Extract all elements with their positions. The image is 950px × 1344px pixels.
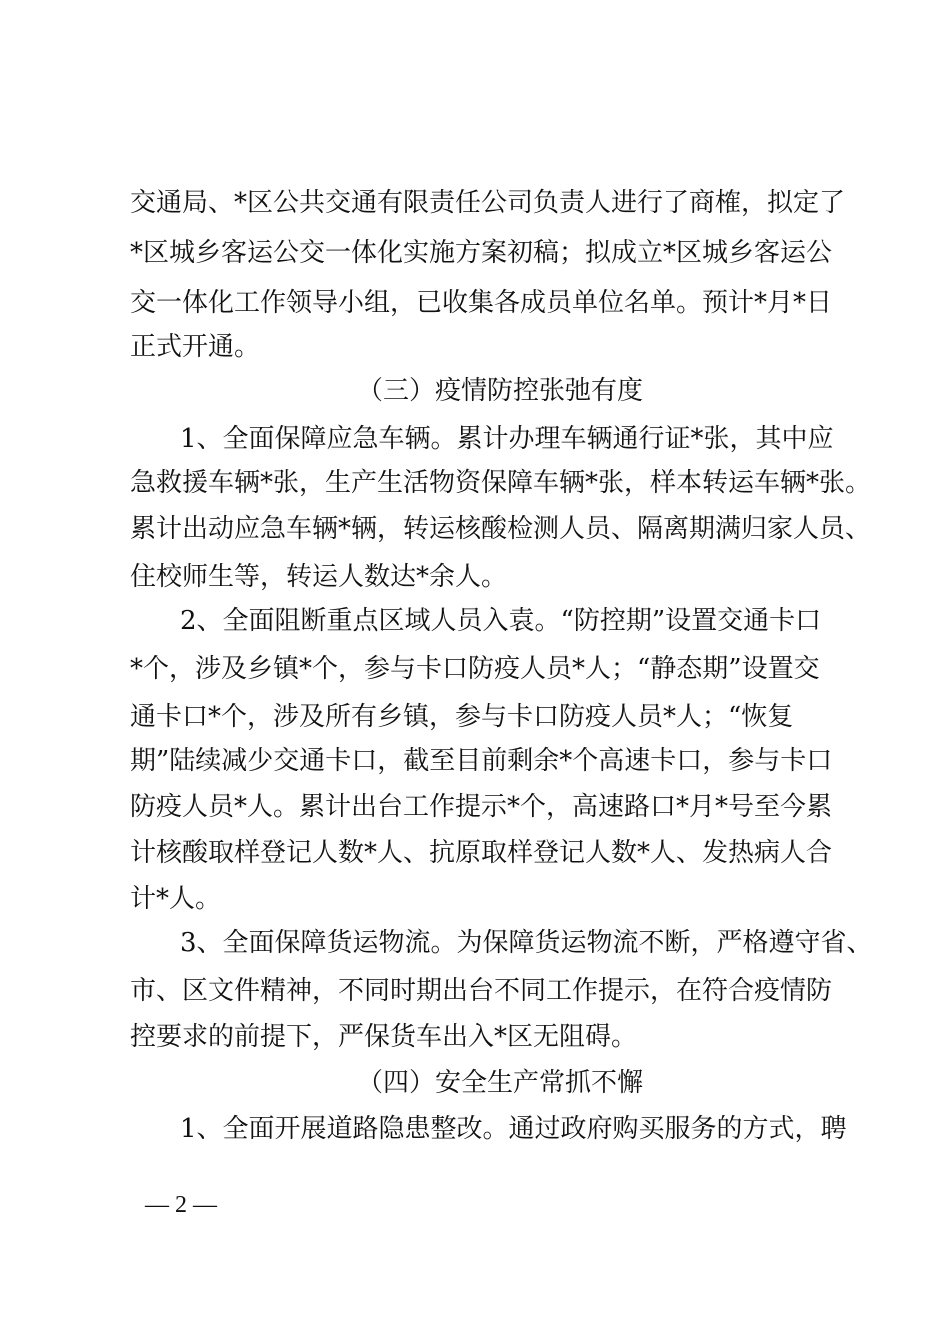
body-text-line: 交一体化工作领导小组，已收集各成员单位名单。预计*月*日 [130,288,833,318]
body-text-line: 急救援车辆*张，生产生活物资保障车辆*张，样本转运车辆*张。 [130,468,872,498]
body-text-line: 期”陆续减少交通卡口，截至目前剩余*个高速卡口，参与卡口 [130,746,833,776]
body-text-line: 住校师生等，转运人数达*余人。 [130,562,508,592]
body-text-line: 累计出动应急车辆*辆，转运核酸检测人员、隔离期满归家人员、 [130,514,872,544]
paragraph-first-line: 1、全面开展道路隐患整改。通过政府购买服务的方式，聘 [180,1114,847,1144]
body-text-line: 控要求的前提下，严保货车出入*区无阻碍。 [130,1022,638,1052]
body-text-line: 交通局、*区公共交通有限责任公司负责人进行了商榷，拟定了 [130,188,846,218]
body-text-line: 正式开通。 [130,332,261,362]
page-number: — 2 — [145,1192,217,1218]
body-text-line: 计*人。 [130,884,222,914]
body-text-line: 市、区文件精神，不同时期出台不同工作提示，在符合疫情防 [130,976,833,1006]
paragraph-first-line: 3、全面保障货运物流。为保障货运物流不断，严格遵守省、 [180,928,873,958]
body-text-line: *个，涉及乡镇*个，参与卡口防疫人员*人；“静态期”设置交 [130,654,820,684]
paragraph-first-line: 2、全面阻断重点区域人员入袁。“防控期”设置交通卡口 [180,606,822,636]
section-heading: （四）安全生产常抓不懈 [356,1068,643,1098]
section-heading: （三）疫情防控张弛有度 [356,376,643,406]
body-text-line: *区城乡客运公交一体化实施方案初稿；拟成立*区城乡客运公 [130,238,833,268]
body-text-line: 通卡口*个，涉及所有乡镇，参与卡口防疫人员*人；“恢复 [130,702,794,732]
body-text-line: 计核酸取样登记人数*人、抗原取样登记人数*人、发热病人合 [130,838,833,868]
body-text-line: 防疫人员*人。累计出台工作提示*个，高速路口*月*号至今累 [130,792,833,822]
paragraph-first-line: 1、全面保障应急车辆。累计办理车辆通行证*张，其中应 [180,424,834,454]
